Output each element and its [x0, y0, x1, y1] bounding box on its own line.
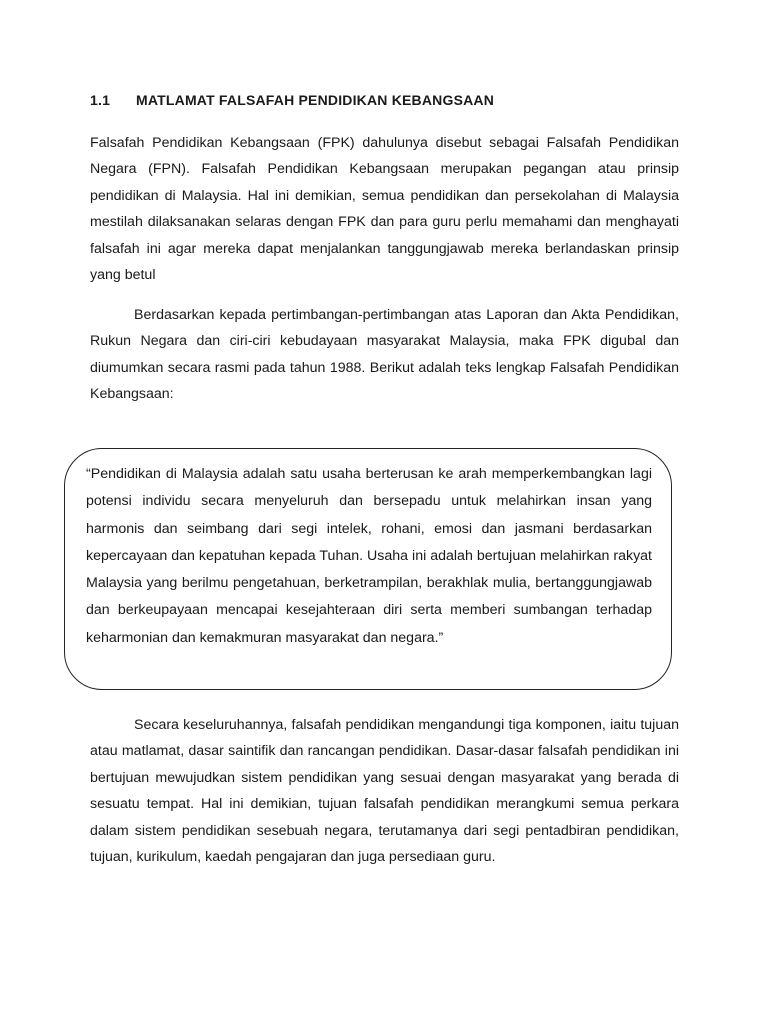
paragraph-background: Berdasarkan kepada pertimbangan-pertimbangan atas Laporan dan Akta Pendidikan, Rukun Negara dan ciri-ciri kebudayaan masyarakat Malaysia, maka FPK digubal dan diumumkan secara rasmi pada tahun 1988. Berikut adalah teks lengkap Falsafah Pendidikan Kebangsaan:	[90, 307, 679, 403]
paragraph-intro: Falsafah Pendidikan Kebangsaan (FPK) dahulunya disebut sebagai Falsafah Pendidikan Negara (FPN). Falsafah Pendidikan Kebangsaan merupakan pegangan atau prinsip pendidikan di Malaysia. Hal ini demikian, semua pendidikan dan persekolahan di Malaysia mestilah dilaksanakan selaras dengan FPK dan para guru perlu memahami dan menghayati falsafah ini agar mereka dapat menjalankan tanggungjawab mereka berlandaskan prinsip yang betul	[90, 135, 679, 284]
fpk-quote: “Pendidikan di Malaysia adalah satu usaha berterusan ke arah memperkembangkan lagi potensi individu secara menyeluruh dan bersepadu untuk melahirkan insan yang harmonis dan seimbang dari segi intelek, rohani, emosi dan jasmani berdasarkan kepercayaan dan kepatuhan kepada Tuhan. Usaha ini adalah bertujuan melahirkan rakyat Malaysia yang berilmu pengetahuan, berketrampilan, berakhlak mulia, bertanggungjawab dan berkeupayaan mencapai kesejahteraan diri serta memberi sumbangan terhadap keharmonian dan kemakmuran masyarakat dan negara.”	[86, 466, 652, 646]
section-number: 1.1	[90, 92, 111, 108]
paragraph-summary: Secara keseluruhannya, falsafah pendidikan mengandungi tiga komponen, iaitu tujuan atau matlamat, dasar saintifik dan rancangan pendidikan. Dasar-dasar falsafah pendidikan ini bertujuan mewujudkan sistem pendidikan yang sesuai dengan masyarakat yang berada di sesuatu tempat. Hal ini demikian, tujuan falsafah pendidikan merangkumi semua perkara dalam sistem pendidikan sesebuah negara, terutamanya dari segi pentadbiran pendidikan, tujuan, kurikulum, kaedah pengajaran dan juga persediaan guru.	[90, 717, 679, 866]
section-heading	[90, 92, 494, 108]
section-title: MATLAMAT FALSAFAH PENDIDIKAN KEBANGSAAN	[136, 92, 495, 108]
